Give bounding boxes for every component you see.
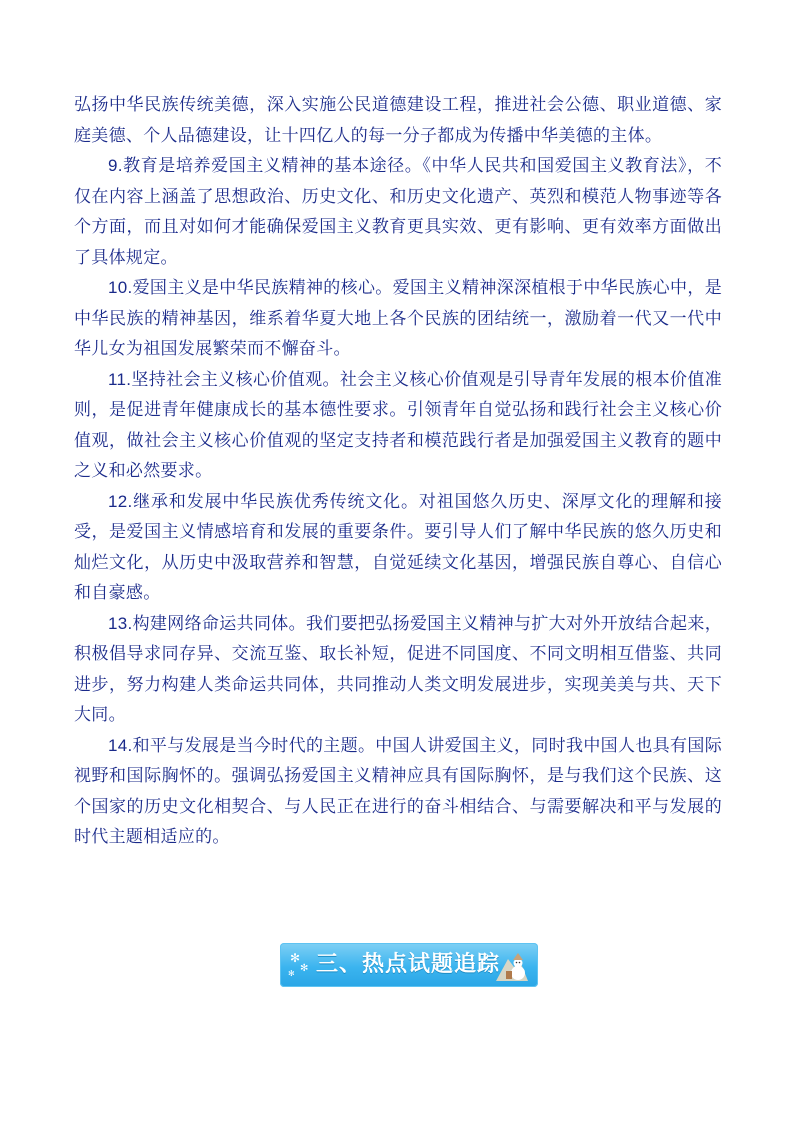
- paragraph-9: [74, 151, 722, 273]
- paragraph-12: [74, 487, 722, 609]
- paragraph-text: 和平与发展是当今时代的主题。中国人讲爱国主义，同时我中国人也具有国际视野和国际胸怀的。强调弘扬爱国主义精神应具有国际胸怀，是与我们这个民族、这个国家的历史文化相契合、与人民正在进行的奋斗相结合、与需要解决和平与发展的时代主题相适应的。: [74, 735, 722, 847]
- snowflake-icon: ✻: [300, 963, 309, 974]
- paragraph-text: 坚持社会主义核心价值观。社会主义核心价值观是引导青年发展的根本价值准则，是促进青年健康成长的基本德性要求。引领青年自觉弘扬和践行社会主义核心价值观，做社会主义核心价值观的坚定支持者和模范践行者是加强爱国主义教育的题中之义和必然要求。: [74, 369, 722, 481]
- section-banner: [280, 943, 538, 987]
- item-number: 10.: [108, 278, 133, 297]
- section-title: 三、热点试题追踪: [316, 952, 501, 977]
- snowman-icon: [494, 949, 530, 983]
- document-body: [74, 90, 722, 853]
- item-number: 12.: [108, 491, 133, 511]
- paragraph-text: 弘扬中华民族传统美德，深入实施公民道德建设工程，推进社会公德、职业道德、家庭美德、个人品德建设，让十四亿人的每一分子都成为传播中华美德的主体。: [74, 95, 722, 146]
- snowflake-icon: ✻: [288, 969, 295, 978]
- paragraph-8-continued: [74, 90, 722, 151]
- paragraph-text: 教育是培养爱国主义精神的基本途径。《中华人民共和国爱国主义教育法》，不仅在内容上涵盖了思想政治、历史文化、和历史文化遗产、英烈和模范人物事迹等各个方面，而且对如何才能确保爱国主义教育更具实效、更有影响、更有效率方面做出了具体规定。: [74, 156, 722, 268]
- paragraph-text: 继承和发展中华民族优秀传统文化。对祖国悠久历史、深厚文化的理解和接受，是爱国主义情感培育和发展的重要条件。要引导人们了解中华民族的悠久历史和灿烂文化，从历史中汲取营养和智慧，自觉延续文化基因，增强民族自尊心、自信心和自豪感。: [74, 491, 722, 603]
- paragraph-14: [74, 731, 722, 853]
- snowflake-icon: ✻: [290, 951, 301, 965]
- paragraph-11: [74, 365, 722, 487]
- item-number: 13.: [108, 613, 133, 633]
- paragraph-text: 构建网络命运共同体。我们要把弘扬爱国主义精神与扩大对外开放结合起来，积极倡导求同存异、交流互鉴、取长补短，促进不同国度、不同文明相互借鉴、共同进步，努力构建人类命运共同体，共同推动人类文明发展进步，实现美美与共、天下大同。: [74, 613, 722, 725]
- item-number: 11.: [108, 369, 132, 389]
- paragraph-13: [74, 609, 722, 731]
- item-number: 9.: [108, 156, 123, 175]
- paragraph-10: [74, 273, 722, 365]
- paragraph-text: 爱国主义是中华民族精神的核心。爱国主义精神深深植根于中华民族心中，是中华民族的精神基因，维系着华夏大地上各个民族的团结统一，激励着一代又一代中华儿女为祖国发展繁荣而不懈奋斗。: [74, 278, 722, 359]
- item-number: 14.: [108, 735, 133, 755]
